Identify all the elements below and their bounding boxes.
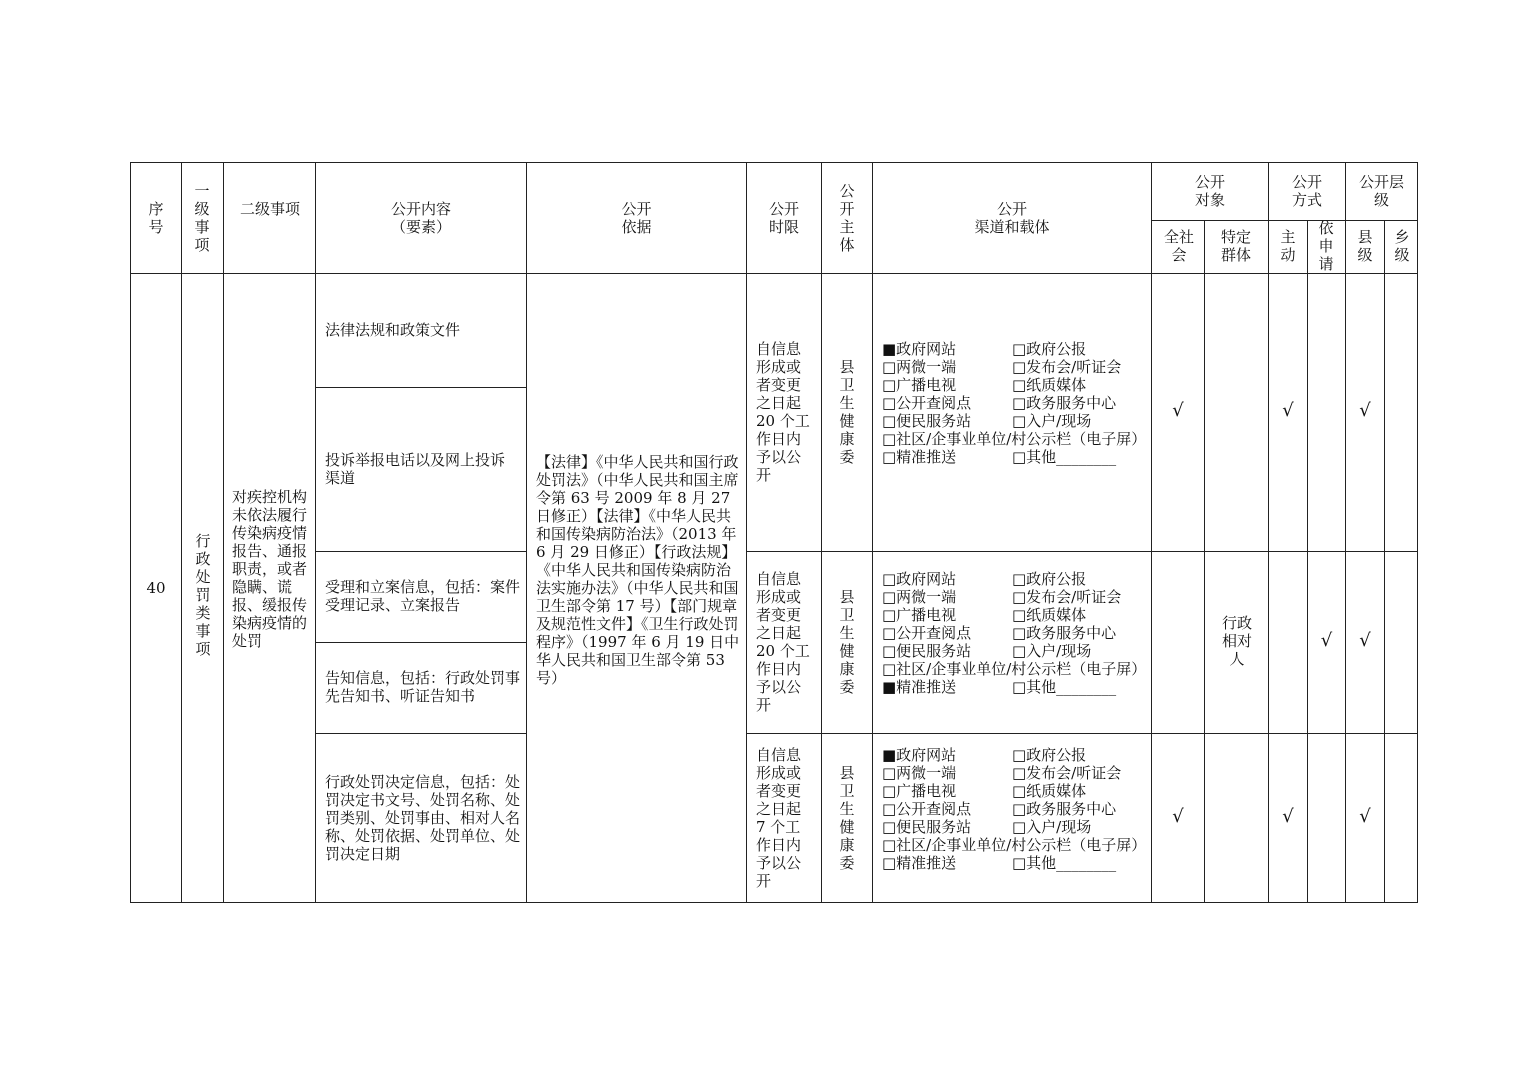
group2-level-county: √	[1359, 630, 1371, 651]
channel-row	[882, 642, 1147, 660]
header-level1: 一级事项	[194, 182, 210, 254]
col-line	[1204, 220, 1205, 903]
header-channel-line2: 渠道和载体	[974, 218, 1050, 236]
col-line	[526, 162, 527, 903]
channel-row	[882, 412, 1147, 430]
channel-row	[882, 340, 1147, 358]
header-basis	[527, 200, 746, 236]
channel-option: □发布会/听证会	[1012, 588, 1122, 606]
header-level-town: 乡级	[1394, 228, 1410, 264]
header-content	[316, 200, 526, 236]
channel-option: □政府网站	[882, 570, 957, 588]
table-border-bottom	[130, 902, 1418, 903]
channel-option: □其他________	[1012, 678, 1117, 696]
channel-row	[882, 358, 1147, 376]
channel-option: □纸质媒体	[1012, 376, 1087, 394]
header-level-line2: 级	[1373, 191, 1389, 209]
col-line	[1384, 220, 1385, 903]
col-line	[1345, 162, 1346, 903]
channel-option: □政府公报	[1012, 746, 1087, 764]
group1-channels	[882, 340, 1147, 466]
group1-time: 自信息形成或者变更之日起 20 个工作日内予以公开	[756, 340, 810, 484]
col-line	[746, 162, 747, 903]
group1-mode-active: √	[1282, 400, 1294, 421]
channel-row	[882, 854, 1147, 872]
group3-mode-active: √	[1282, 806, 1294, 827]
channel-option: □便民服务站	[882, 412, 972, 430]
row-line	[746, 551, 1418, 552]
channel-option: □发布会/听证会	[1012, 764, 1122, 782]
channel-option: □广播电视	[882, 606, 957, 624]
content-item-2: 投诉举报电话以及网上投诉渠道	[325, 451, 506, 487]
header-content-line2: （要素）	[390, 218, 451, 236]
header-content-line1: 公开内容	[390, 200, 451, 218]
row-line	[746, 733, 1418, 734]
channel-option: □政务服务中心	[1012, 394, 1117, 412]
col-line	[1151, 162, 1152, 903]
header-level	[1346, 173, 1417, 209]
header-target-specific: 特定群体	[1220, 228, 1251, 264]
content-item-3: 受理和立案信息，包括：案件受理记录、立案报告	[325, 578, 521, 614]
channel-row	[882, 764, 1147, 782]
channel-option: □两微一端	[882, 358, 957, 376]
channel-option: □社区/企事业单位/村公示栏（电子屏）	[882, 660, 1147, 678]
header-subject: 公开主体	[839, 182, 855, 254]
header-mode-request: 依申请	[1318, 219, 1334, 273]
header-level2	[240, 200, 300, 218]
header-seq: 序号	[148, 200, 164, 236]
channel-option: □精准推送	[882, 854, 957, 872]
channel-row	[882, 800, 1147, 818]
channel-option: ■政府网站	[882, 746, 957, 764]
channel-row	[882, 746, 1147, 764]
group1-target-all: √	[1172, 400, 1184, 421]
channel-option: □便民服务站	[882, 642, 972, 660]
channel-option: □政务服务中心	[1012, 800, 1117, 818]
row-seq: 40	[146, 579, 166, 597]
header-basis-line2: 依据	[621, 218, 652, 236]
channel-option: □广播电视	[882, 782, 957, 800]
group2-subject: 县卫生健康委	[839, 588, 855, 696]
channel-row	[882, 448, 1147, 466]
channel-option: □精准推送	[882, 448, 957, 466]
table-border-top	[130, 162, 1418, 163]
header-target	[1152, 173, 1268, 209]
header-target-line1: 公开	[1194, 173, 1225, 191]
channel-option: □两微一端	[882, 764, 957, 782]
channel-row	[882, 588, 1147, 606]
channel-option: □广播电视	[882, 376, 957, 394]
col-line	[315, 162, 316, 903]
channel-option: □社区/企事业单位/村公示栏（电子屏）	[882, 430, 1147, 448]
col-line	[181, 162, 182, 903]
content-item-1: 法律法规和政策文件	[325, 321, 461, 339]
channel-option: □发布会/听证会	[1012, 358, 1122, 376]
channel-row	[882, 782, 1147, 800]
channel-option: □便民服务站	[882, 818, 972, 836]
channel-option: □入户/现场	[1012, 642, 1092, 660]
group3-time: 自信息形成或者变更之日起 7 个工作日内予以公开	[756, 746, 802, 890]
channel-option: □纸质媒体	[1012, 606, 1087, 624]
channel-row	[882, 624, 1147, 642]
channel-row	[882, 606, 1147, 624]
channel-option: □社区/企事业单位/村公示栏（电子屏）	[882, 836, 1147, 854]
header-basis-line1: 公开	[621, 200, 652, 218]
header-divider	[130, 273, 1418, 274]
header-sub-divider	[1151, 220, 1418, 221]
channel-row	[882, 376, 1147, 394]
legal-basis: 【法律】《中华人民共和国行政处罚法》（中华人民共和国主席令第 63 号 2009 年 8 月 27 日修正）【法律】《中华人民共和国传染病防治法》（2013 年 6 月 29 日修正）【行政法规】《中华人民共和国传染病防治法实施办法》（中华人民共和国卫生部令第 17 号）【部门规章及规范性文件】《卫生行政处罚程序》（1997 年 6 月 19 日中华人民共和国卫生部令第 53 号）	[536, 453, 740, 687]
header-level2-text: 二级事项	[240, 200, 301, 218]
group2-channels	[882, 570, 1147, 696]
header-mode-active: 主动	[1280, 228, 1296, 264]
channel-option: □纸质媒体	[1012, 782, 1087, 800]
group3-level-county: √	[1359, 806, 1371, 827]
header-target-line2: 对象	[1194, 191, 1225, 209]
col-line	[821, 162, 822, 903]
content-item-5: 行政处罚决定信息，包括：处罚决定书文号、处罚名称、处罚类别、处罚事由、相对人名称、处罚依据、处罚单位、处罚决定日期	[325, 773, 521, 863]
channel-option: □其他________	[1012, 854, 1117, 872]
channel-option: □政务服务中心	[1012, 624, 1117, 642]
header-mode-line2: 方式	[1291, 191, 1322, 209]
row-level1: 行政处罚类事项	[195, 532, 211, 658]
row-line	[315, 733, 527, 734]
group3-subject: 县卫生健康委	[839, 764, 855, 872]
channel-option: □其他________	[1012, 448, 1117, 466]
header-time	[747, 200, 821, 236]
channel-option: ■政府网站	[882, 340, 957, 358]
group2-mode-request: √	[1320, 630, 1333, 651]
header-time-line1: 公开	[768, 200, 799, 218]
channel-option: ■精准推送	[882, 678, 957, 696]
channel-option: □政府公报	[1012, 570, 1087, 588]
col-line	[223, 162, 224, 903]
col-line	[1268, 162, 1269, 903]
row-line	[315, 642, 527, 643]
row-line	[315, 551, 527, 552]
channel-option: □公开查阅点	[882, 624, 972, 642]
channel-row	[882, 394, 1147, 412]
row-line	[315, 387, 527, 388]
content-item-4: 告知信息，包括：行政处罚事先告知书、听证告知书	[325, 669, 521, 705]
header-channel-line1: 公开	[996, 200, 1027, 218]
group3-target-all: √	[1172, 806, 1184, 827]
row-level2: 对疾控机构未依法履行传染病疫情报告、通报职责，或者隐瞒、谎报、缓报传染病疫情的处罚	[232, 488, 308, 650]
channel-option: □两微一端	[882, 588, 957, 606]
channel-row	[882, 678, 1147, 696]
col-line	[1307, 220, 1308, 903]
channel-option: □入户/现场	[1012, 818, 1092, 836]
group3-channels	[882, 746, 1147, 872]
channel-option: □公开查阅点	[882, 394, 972, 412]
group2-time: 自信息形成或者变更之日起 20 个工作日内予以公开	[756, 570, 810, 714]
group1-subject: 县卫生健康委	[839, 358, 855, 466]
group1-level-county: √	[1359, 400, 1371, 421]
disclosure-table	[130, 162, 1418, 903]
channel-option: □政府公报	[1012, 340, 1087, 358]
channel-option: □公开查阅点	[882, 800, 972, 818]
header-level-county: 县级	[1357, 228, 1373, 264]
channel-row	[882, 570, 1147, 588]
header-time-line2: 时限	[768, 218, 799, 236]
channel-row	[882, 818, 1147, 836]
header-channel	[873, 200, 1151, 236]
header-mode	[1269, 173, 1345, 209]
header-level-line1: 公开层	[1358, 173, 1404, 191]
channel-option: □入户/现场	[1012, 412, 1092, 430]
header-target-all: 全社会	[1163, 228, 1194, 264]
header-mode-line1: 公开	[1291, 173, 1322, 191]
col-line	[872, 162, 873, 903]
group2-target-specific: 行政相对人	[1221, 614, 1252, 668]
